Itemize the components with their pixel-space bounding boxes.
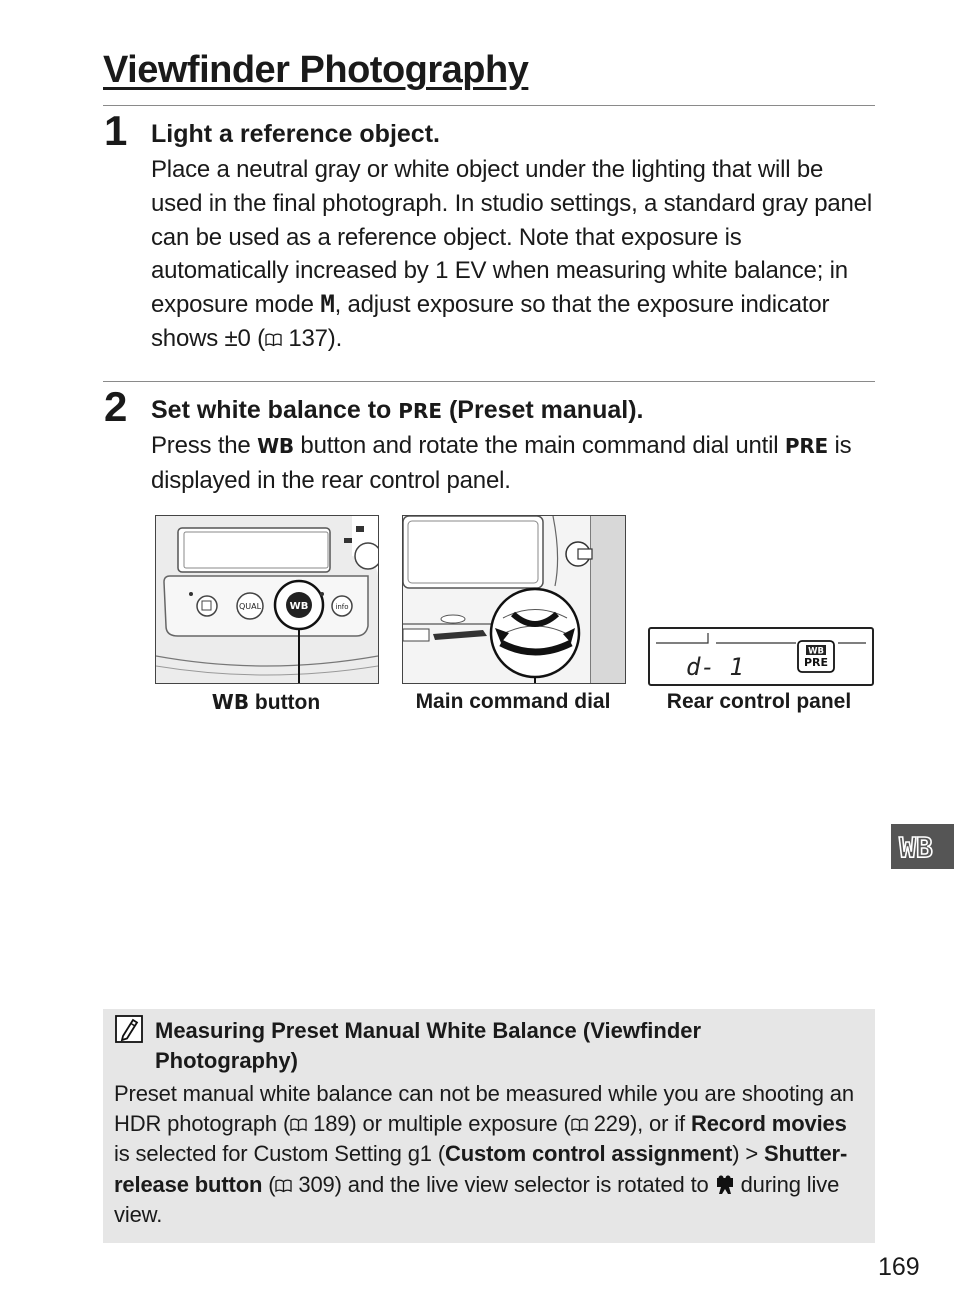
page-ref-icon xyxy=(571,1118,588,1132)
step-divider xyxy=(103,381,875,382)
step-2-heading-a: Set white balance to xyxy=(151,396,399,424)
command-dial-drawing xyxy=(403,516,625,683)
shutter-release-button-label: Shutter-release button xyxy=(114,1141,848,1197)
note-text-1: Preset manual white balance can not be measured while you are shooting an HDR photograph ( xyxy=(114,1081,854,1137)
exposure-mode-m: M xyxy=(320,290,335,319)
custom-control-assignment-label: Custom control assignment xyxy=(445,1141,733,1167)
movie-camera-icon xyxy=(715,1175,735,1195)
note-text-4: is selected for Custom Setting g1 ( xyxy=(114,1141,446,1167)
panel-pre-icon: PRE xyxy=(803,656,829,669)
page-ref-icon xyxy=(265,333,282,347)
note-title: Measuring Preset Manual White Balance (Viewfinder Photography) xyxy=(155,1018,702,1073)
note-text-5: ) > xyxy=(732,1141,764,1167)
step-1-number: 1 xyxy=(104,107,128,154)
note-box xyxy=(103,1009,875,1243)
step-2-text-a: Press the xyxy=(151,432,258,459)
wb-key-label: WB xyxy=(257,434,294,458)
step-2-heading xyxy=(151,395,643,426)
step-2-text-b: button and rotate the main command dial until xyxy=(293,432,785,459)
note-text-6: ( xyxy=(262,1171,276,1197)
record-movies-label: Record movies xyxy=(690,1111,847,1137)
step-2-body xyxy=(151,429,873,498)
step-1-page-ref: 137). xyxy=(281,324,343,352)
note-pencil-icon xyxy=(115,1015,143,1043)
camera-back-drawing xyxy=(156,516,378,683)
step-1-text-b: , adjust exposure so that the exposure indicator shows ±0 ( xyxy=(151,291,830,352)
info-button-label: info xyxy=(335,603,349,611)
wb-tab-icon xyxy=(891,824,954,869)
step-1-heading: Light a reference object. xyxy=(151,120,440,148)
pre-label: PRE xyxy=(398,399,443,423)
step-2-heading-b: (Preset manual). xyxy=(442,396,644,424)
lcd-panel-drawing xyxy=(650,629,872,684)
main-command-dial-illustration xyxy=(402,515,626,684)
wb-button-caption xyxy=(155,690,377,715)
page-ref-icon xyxy=(275,1179,292,1193)
note-body xyxy=(114,1079,866,1230)
step-1-body xyxy=(151,153,873,356)
page-number: 169 xyxy=(878,1253,920,1281)
rear-control-panel-illustration xyxy=(648,627,874,686)
wb-button-label: WB xyxy=(289,601,309,612)
wb-button-illustration xyxy=(155,515,379,684)
wb-caption-rest: button xyxy=(249,691,321,714)
panel-wb-icon: WB xyxy=(808,646,824,657)
wb-caption-key: WB xyxy=(211,690,250,714)
step-1-text-a: Place a neutral gray or white object under the lighting that will be used in the final photograph. In studio settings, a standard gray panel can be used as a reference object. Note that exposure is automatically increased by 1 EV when measuring white balance; in exposure mode xyxy=(151,156,872,319)
title-divider xyxy=(103,105,875,106)
panel-display-readout: d- 1 xyxy=(686,653,744,681)
page-ref-icon xyxy=(290,1118,307,1132)
step-2-text-c: is displayed in the rear control panel. xyxy=(151,432,852,494)
note-text-7: 309) and the live view selector is rotated to xyxy=(292,1171,715,1197)
white-balance-section-tab xyxy=(891,824,954,869)
pre-key-label: PRE xyxy=(784,434,828,458)
page-title: Viewfinder Photography xyxy=(103,49,529,91)
note-text-2: 189) or multiple exposure ( xyxy=(307,1111,571,1137)
side-tab-label: WB xyxy=(899,831,933,864)
step-2-number: 2 xyxy=(104,383,128,430)
note-text-8: during live view. xyxy=(114,1171,840,1227)
qual-button-label: QUAL xyxy=(238,602,262,611)
note-text-3: 229), or if xyxy=(587,1111,691,1137)
rear-control-panel-caption: Rear control panel xyxy=(666,690,852,713)
main-command-dial-caption: Main command dial xyxy=(415,690,611,713)
